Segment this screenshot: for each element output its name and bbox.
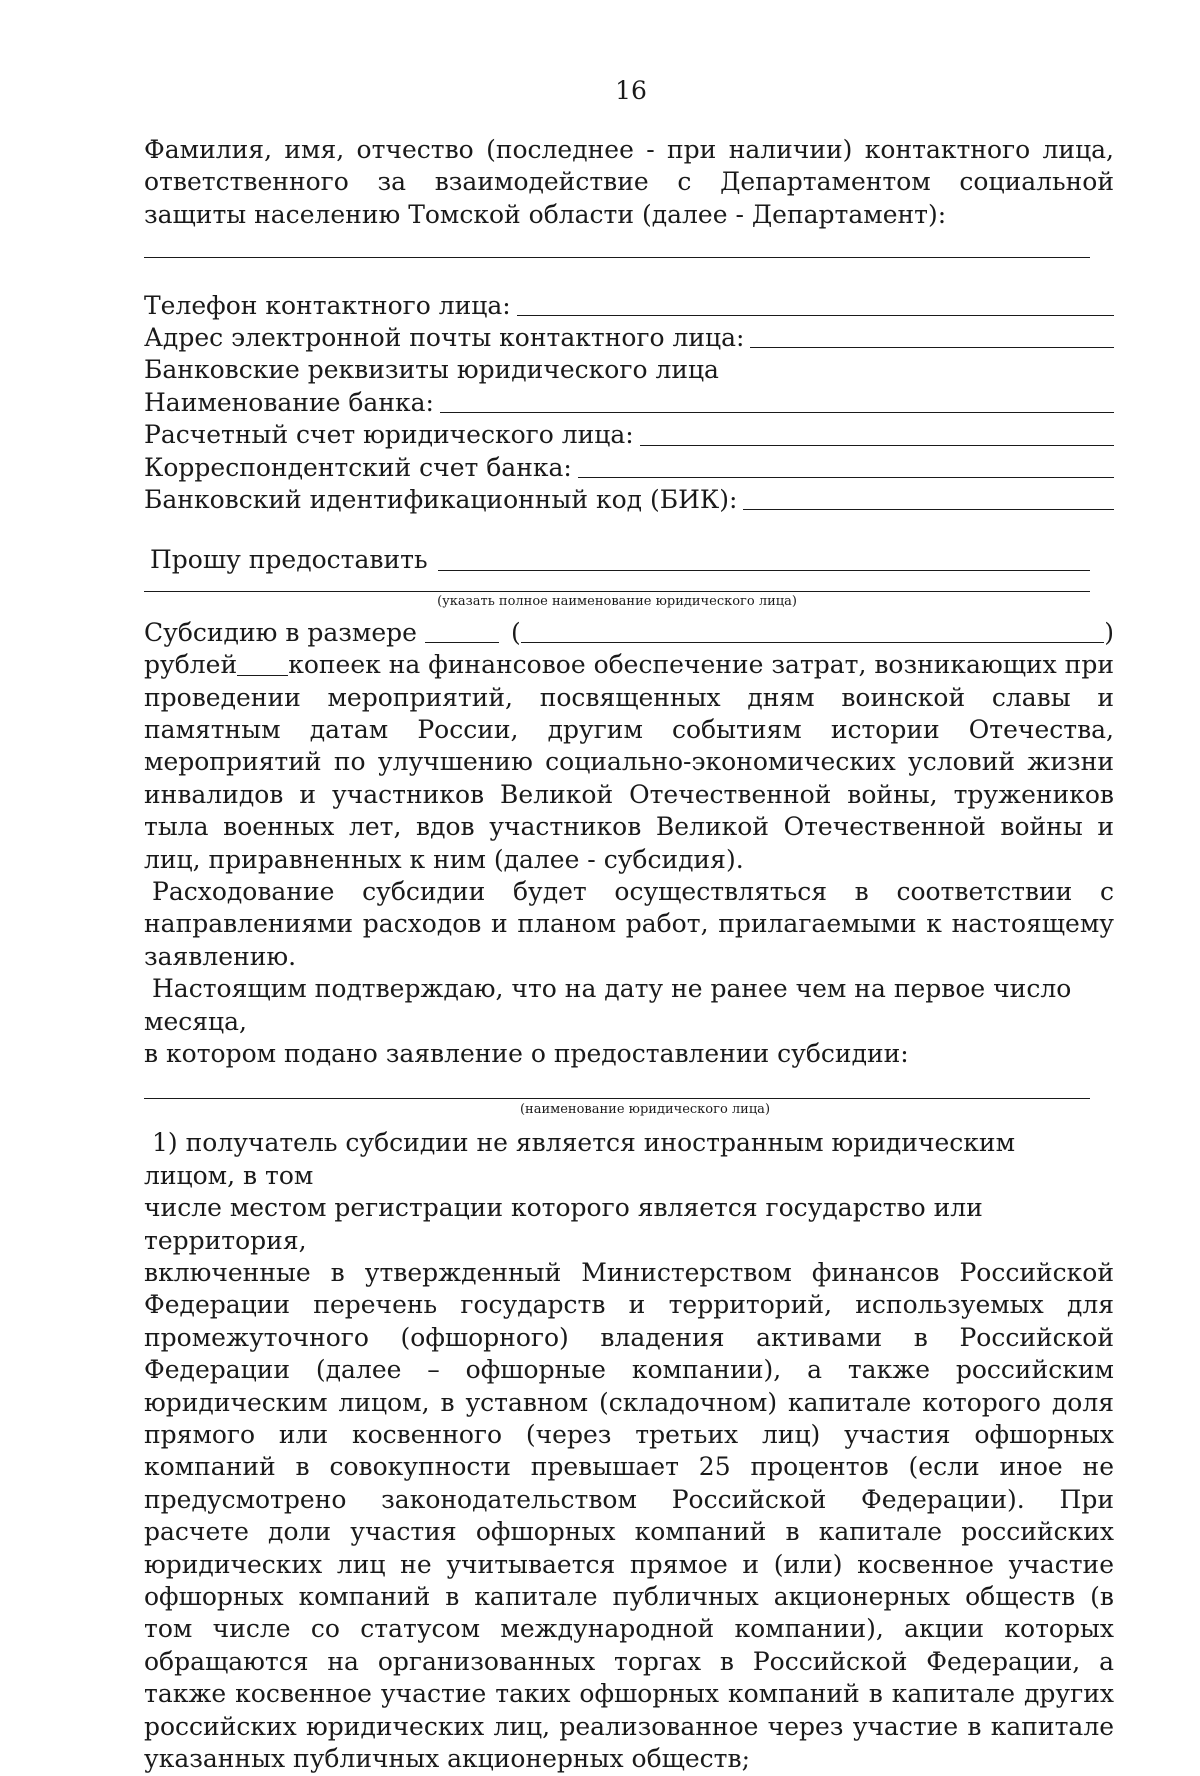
- item-1-line-2: числе местом регистрации которого является государство или территория,: [144, 1193, 983, 1255]
- rubles-label: рублей: [144, 650, 238, 680]
- request-field[interactable]: [438, 570, 1090, 571]
- contact-name-row: [144, 257, 1114, 289]
- subsidy-close-paren: ): [1104, 617, 1114, 647]
- confirm-line-1: Настоящим подтверждаю, что на дату не ранее чем на первое число месяца,: [144, 974, 1072, 1036]
- contact-name-field[interactable]: [144, 257, 1090, 258]
- spending-paragraph: Расходование субсидии будет осуществляться в соответствии с направлениями расходов и планом работ, прилагаемыми к настоящему заявлению.: [144, 876, 1114, 971]
- bik-label: Банковский идентификационный код (БИК):: [144, 484, 738, 514]
- bik-field[interactable]: [743, 509, 1114, 510]
- request-row: [144, 544, 1090, 576]
- corr-account-row: [144, 452, 1114, 484]
- legal-entity-name-caption: (наименование юридического лица): [519, 1102, 771, 1118]
- item-1-text: включенные в утвержденный Министерством финансов Российской Федерации перечень государств и территорий, используемых для промежуточного (офшорного) владения активами в Российской Федерации (далее – офшорные компании), а также российским юридическим лицом, в уставном (складочном) капитале которого доля прямого или косвенного (через третьих лиц) участия офшорных компаний в совокупности превышает 25 процентов (если иное не предусмотрено законодательством Российской Федерации). При расчете доли участия офшорных компаний в капитале российских юридических лиц не учитывается прямое и (или) косвенное участие офшорных компаний в капитале публичных акционерных обществ (в том числе со статусом международной компании), акции которых обращаются на организованных торгах в Российской Федерации, а также косвенное участие таких офшорных компаний в капитале других российских юридических лиц, реализованное через участие в капитале указанных публичных акционерных обществ;: [144, 1258, 1114, 1774]
- subsidy-rubles-row: [144, 649, 1114, 681]
- legal-entity-name-field[interactable]: [144, 1098, 1090, 1099]
- contact-person-intro: Фамилия, имя, отчество (последнее - при наличии) контактного лица, ответственного за взаимодействие с Департаментом социальной защиты населению Томской области (далее - Департамент):: [144, 135, 1114, 229]
- bank-name-row: [144, 387, 1114, 419]
- bank-name-label: Наименование банка:: [144, 387, 434, 417]
- subsidy-amount-field[interactable]: [425, 642, 499, 643]
- bank-name-field[interactable]: [440, 412, 1114, 413]
- phone-field[interactable]: [517, 315, 1114, 316]
- bik-row: [144, 484, 1114, 516]
- item-1-line-1: 1) получатель субсидии не является иностранным юридическим лицом, в том: [144, 1128, 1016, 1190]
- page-number: 16: [615, 76, 647, 105]
- subsidy-open-paren: (: [510, 617, 521, 647]
- request-field-line-2[interactable]: [144, 591, 1090, 592]
- corr-account-label: Корреспондентский счет банка:: [144, 452, 572, 482]
- corr-account-field[interactable]: [578, 477, 1114, 478]
- subsidy-amount-words-field[interactable]: [521, 642, 1105, 643]
- phone-label: Телефон контактного лица:: [144, 290, 511, 320]
- request-caption: (указать полное наименование юридического лица): [437, 593, 797, 609]
- confirm-line-2: в котором подано заявление о предоставлении субсидии:: [144, 1038, 909, 1068]
- account-label: Расчетный счет юридического лица:: [144, 420, 634, 450]
- email-row: [144, 322, 1114, 354]
- phone-row: [144, 290, 1114, 322]
- subsidy-text-after-blank: копеек на финансовое обеспечение затрат, возникающих при: [288, 650, 1114, 680]
- subsidy-label: Субсидию в размере: [144, 617, 417, 647]
- bank-details-heading: Банковские реквизиты юридического лица: [144, 355, 719, 385]
- subsidy-amount-row: [144, 617, 1114, 649]
- subsidy-purpose-text: проведении мероприятий, посвященных дням воинской славы и памятным датам России, другим событиям истории Отечества, мероприятий по улучшению социально-экономических условий жизни инвалидов и участников Великой Отечественной войны, тружеников тыла военных лет, вдов участников Великой Отечественной войны и лиц, приравненных к ним (далее - субсидия).: [144, 682, 1114, 874]
- document-body: [144, 134, 1114, 1776]
- account-field[interactable]: [640, 445, 1114, 446]
- email-label: Адрес электронной почты контактного лица:: [144, 322, 745, 352]
- request-label: Прошу предоставить: [150, 545, 428, 575]
- kopecks-field[interactable]: [237, 675, 288, 676]
- email-field[interactable]: [750, 347, 1114, 348]
- account-row: [144, 419, 1114, 451]
- bank-details-heading-row: [144, 354, 1114, 386]
